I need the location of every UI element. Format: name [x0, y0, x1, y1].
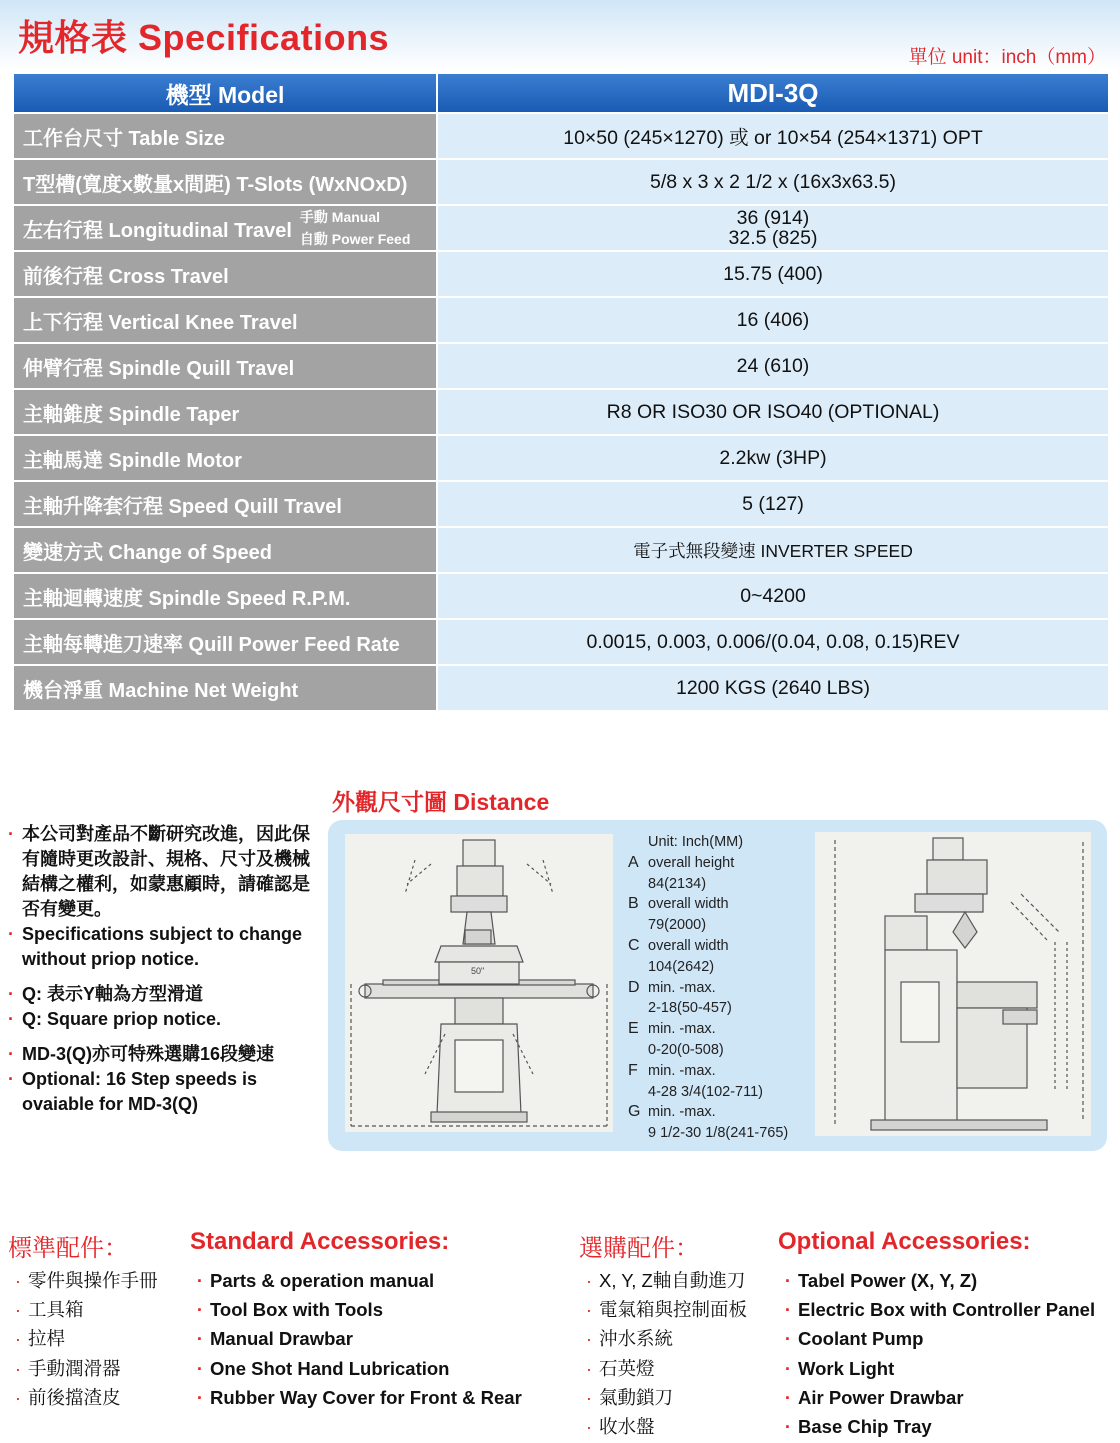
dimension-desc: min. -max. [648, 1062, 716, 1079]
row-sublabel-power-feed: 自動 Power Feed [299, 231, 411, 247]
row-value: 1200 KGS (2640 LBS) [438, 666, 1108, 710]
row-value-manual: 36 (914) [736, 207, 810, 229]
bullet: · [8, 1009, 14, 1029]
note-item [8, 1007, 324, 1032]
list-item: · Electric Box with Controller Panel [784, 1299, 1096, 1321]
row-label: 左右行程 Longitudinal Travel [23, 219, 292, 242]
table-row [14, 296, 1108, 342]
machine-front-view-image [345, 834, 613, 1132]
dimension-value: 104(2642) [648, 958, 715, 975]
row-label-group [14, 206, 438, 250]
row-sublabel-manual: 手動 Manual [299, 209, 381, 225]
dimension-key: F [628, 1061, 638, 1079]
list-item: · 前後擋渣皮 [14, 1386, 121, 1408]
table-row [14, 158, 1108, 204]
dimension-key: D [628, 978, 640, 996]
dimension-desc: overall width [648, 896, 729, 913]
table-row [14, 480, 1108, 526]
standard-accessories-zh [8, 1228, 158, 1412]
list-item: · Tabel Power (X, Y, Z) [784, 1270, 978, 1291]
dimension-item [628, 1019, 808, 1040]
note-item [8, 982, 324, 1007]
list-item: · Work Light [784, 1357, 895, 1379]
model-header-label: 機型 Model [14, 74, 438, 112]
front-plate-label: 50" [471, 966, 485, 976]
list-item: · Rubber Way Cover for Front & Rear [196, 1386, 522, 1408]
page-title: 規格表 Specifications [18, 17, 390, 58]
list-item: · Air Power Drawbar [784, 1386, 964, 1408]
machine-side-view-image [815, 832, 1091, 1136]
notes [8, 822, 324, 1117]
row-value: 5 (127) [438, 482, 1108, 526]
table-row [14, 572, 1108, 618]
dimension-value: 9 1/2-30 1/8(241-765) [648, 1125, 789, 1142]
row-value: 0.0015, 0.003, 0.006/(0.04, 0.08, 0.15)REV [438, 620, 1108, 664]
note-text-en: Specifications subject to change without priop notice. [22, 924, 303, 969]
section-title: 選購配件： [579, 1235, 699, 1262]
list-item: · One Shot Hand Lubrication [196, 1357, 450, 1379]
row-label: 變速方式 Change of Speed [14, 528, 438, 572]
dimension-value: 79(2000) [648, 917, 707, 934]
list-item: · 氣動鎖刀 [585, 1386, 674, 1408]
row-label: 主軸每轉進刀速率 Quill Power Feed Rate [14, 620, 438, 664]
machine-side-drawing [815, 832, 1091, 1136]
distance-panel [328, 820, 1107, 1151]
dimension-desc: overall height [648, 854, 735, 871]
list-item: · 石英燈 [585, 1357, 655, 1379]
dimension-item [628, 853, 808, 874]
row-value: 電子式無段變速 INVERTER SPEED [438, 528, 1108, 572]
list-item: · 電氣箱與控制面板 [585, 1299, 748, 1321]
note-text-zh: Q: 表示Y軸為方型滑道 [22, 984, 204, 1004]
row-value: 5/8 x 3 x 2 1/2 x (16x3x63.5) [438, 160, 1108, 204]
dimension-key: A [628, 853, 639, 871]
table-row [14, 434, 1108, 480]
row-value: 15.75 (400) [438, 252, 1108, 296]
row-label: 主軸迴轉速度 Spindle Speed R.P.M. [14, 574, 438, 618]
dimension-list [628, 832, 808, 1144]
bullet: · [8, 924, 14, 944]
optional-accessories-zh [579, 1228, 747, 1441]
dimension-desc: min. -max. [648, 1021, 716, 1038]
dimension-item [628, 936, 808, 957]
row-value-power-feed: 32.5 (825) [728, 227, 818, 249]
dimension-key: E [628, 1020, 639, 1038]
unit-note: 單位 unit：inch（mm） [908, 47, 1106, 68]
table-row [14, 342, 1108, 388]
dimension-item [628, 1061, 808, 1082]
bullet: · [8, 1069, 14, 1089]
model-header-value: MDI-3Q [438, 74, 1108, 112]
row-label: 上下行程 Vertical Knee Travel [14, 298, 438, 342]
list-item: · Base Chip Tray [784, 1415, 932, 1437]
table-row [14, 250, 1108, 296]
dimension-value: 2-18(50-457) [648, 1000, 732, 1017]
dimension-key: C [628, 936, 640, 954]
table-row [14, 618, 1108, 664]
list-item: · Parts & operation manual [196, 1270, 435, 1291]
row-label: 機台淨重 Machine Net Weight [14, 666, 438, 710]
list-item: · 手動潤滑器 [14, 1357, 121, 1379]
dimension-value: 84(2134) [648, 875, 707, 892]
row-value: R8 OR ISO30 OR ISO40 (OPTIONAL) [438, 390, 1108, 434]
list-item: · 工具箱 [14, 1299, 84, 1321]
list-item: · 沖水系統 [585, 1328, 674, 1350]
table-row [14, 526, 1108, 572]
row-value: 16 (406) [438, 298, 1108, 342]
row-label: 主軸升降套行程 Speed Quill Travel [14, 482, 438, 526]
standard-accessories-en [190, 1228, 522, 1412]
machine-front-drawing [345, 834, 613, 1132]
dimension-desc: min. -max. [648, 979, 716, 996]
spec-table-header [14, 74, 1108, 112]
row-value: 0~4200 [438, 574, 1108, 618]
list-item: · Coolant Pump [784, 1328, 924, 1350]
dimension-desc: min. -max. [648, 1104, 716, 1121]
section-title: 標準配件： [8, 1235, 128, 1262]
table-row [14, 204, 1108, 250]
note-text-en: Q: Square priop notice. [22, 1009, 222, 1029]
note-item [8, 822, 324, 922]
note-text-zh: MD-3(Q)亦可特殊選購16段變速 [22, 1044, 275, 1064]
row-label: 伸臂行程 Spindle Quill Travel [14, 344, 438, 388]
dimension-value: 4-28 3/4(102-711) [648, 1083, 764, 1100]
dimension-item [628, 894, 808, 915]
list-item: · 零件與操作手冊 [14, 1270, 158, 1291]
list-item: · 拉桿 [14, 1328, 66, 1350]
row-label: 主軸錐度 Spindle Taper [14, 390, 438, 434]
dimension-item [628, 1102, 808, 1123]
list-item: · 收水盤 [585, 1415, 655, 1437]
note-item [8, 922, 324, 972]
row-value: 10×50 (245×1270) 或 or 10×54 (254×1371) OPT [438, 114, 1108, 158]
list-item: · Tool Box with Tools [196, 1299, 383, 1321]
row-value: 2.2kw (3HP) [438, 436, 1108, 480]
section-title: Optional Accessories: [778, 1228, 1031, 1255]
table-row [14, 112, 1108, 158]
note-text-en: Optional: 16 Step speeds is ovaiable for MD-3(Q) [22, 1069, 258, 1114]
row-label: 前後行程 Cross Travel [14, 252, 438, 296]
dimension-item [628, 978, 808, 999]
dimension-value: 0-20(0-508) [648, 1041, 724, 1058]
row-value: 24 (610) [438, 344, 1108, 388]
bullet: · [8, 1044, 14, 1064]
row-label: 主軸馬達 Spindle Motor [14, 436, 438, 480]
table-row [14, 388, 1108, 434]
row-label: 工作台尺寸 Table Size [14, 114, 438, 158]
distance-title: 外觀尺寸圖 Distance [332, 789, 550, 815]
note-text-zh: 本公司對產品不斷研究改進，因此保有隨時更改設計、規格、尺寸及機械結構之權利，如蒙惠顧時，請確認是否有變更。 [22, 824, 310, 919]
spec-table [14, 74, 1108, 710]
row-label: T型槽(寬度x數量x間距) T-Slots (WxNOxD) [14, 160, 438, 204]
note-item [8, 1067, 324, 1117]
section-title: Standard Accessories: [190, 1228, 450, 1255]
table-row [14, 664, 1108, 710]
row-sublabels [300, 206, 410, 250]
bullet: · [8, 984, 14, 1004]
list-item: · Manual Drawbar [196, 1328, 353, 1350]
dimension-key: B [628, 895, 639, 913]
dimension-desc: overall width [648, 937, 729, 954]
dimension-key: G [628, 1103, 641, 1121]
row-value-group [438, 206, 1108, 250]
optional-accessories-en [778, 1228, 1095, 1441]
list-item: · X, Y, Z軸自動進刀 [585, 1270, 746, 1291]
note-item [8, 1042, 324, 1067]
bullet: · [8, 824, 14, 844]
dimension-unit: Unit: Inch(MM) [648, 834, 744, 850]
